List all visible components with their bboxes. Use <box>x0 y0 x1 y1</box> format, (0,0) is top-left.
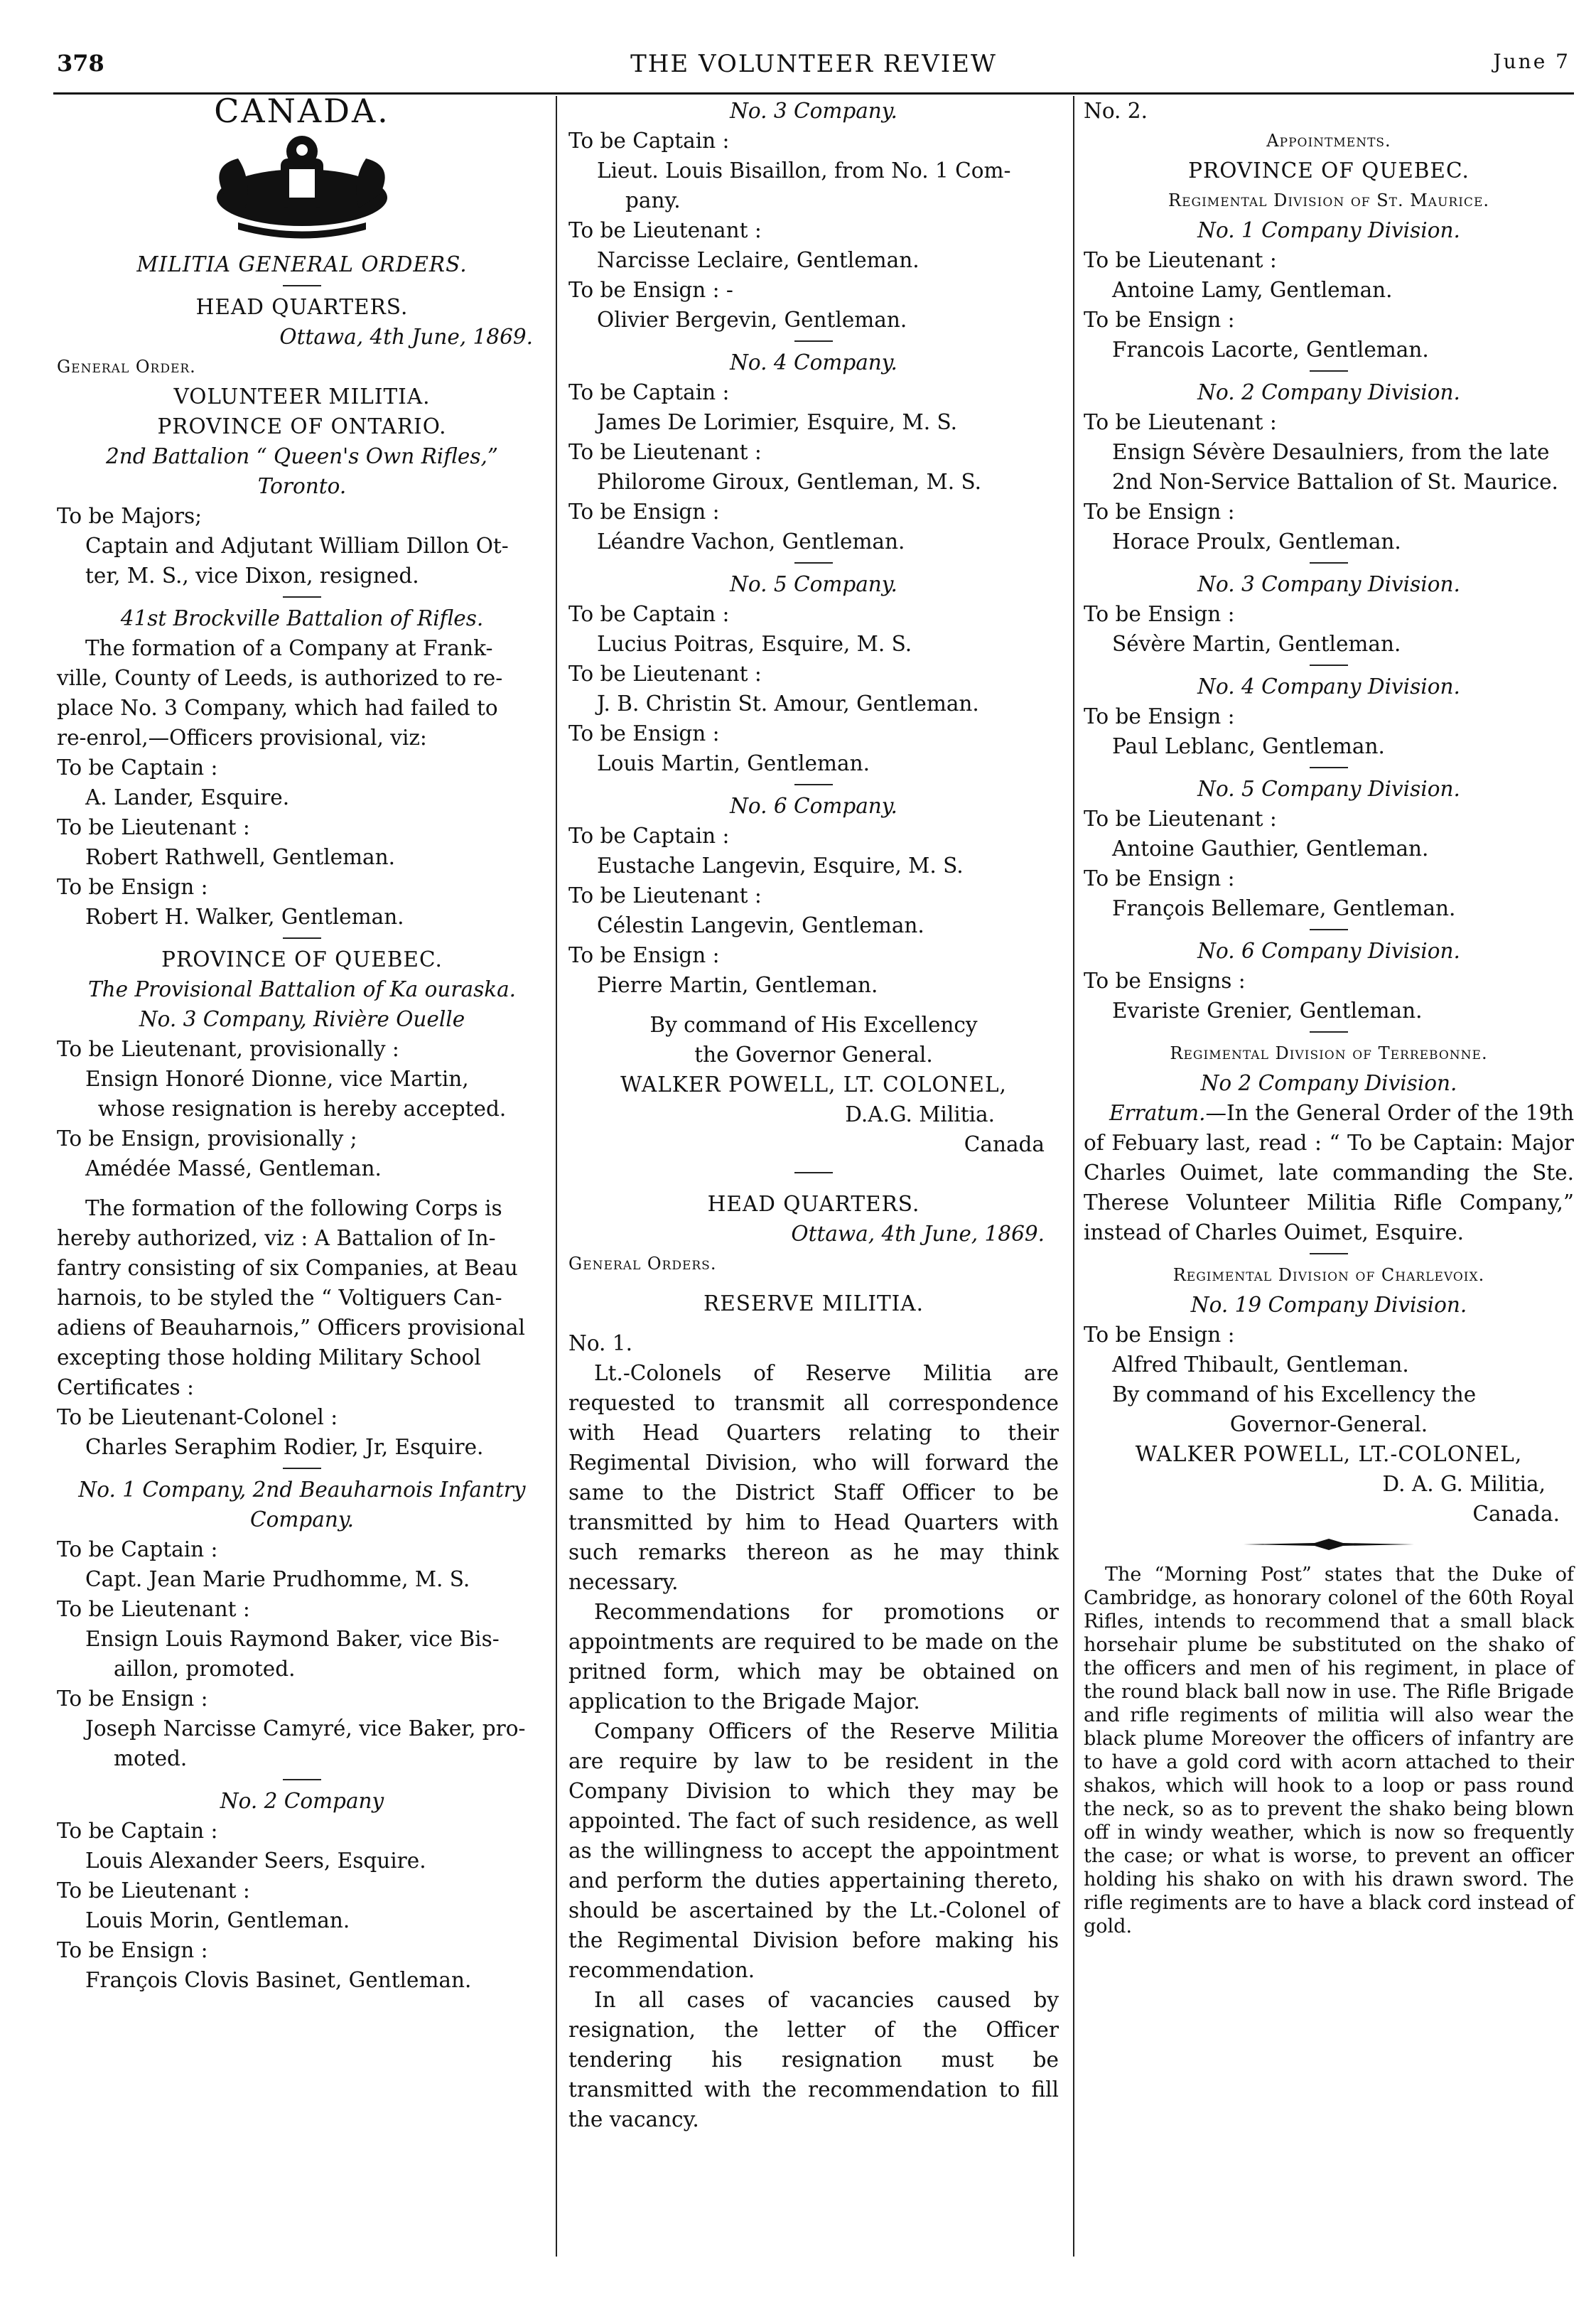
appointee: Pierre Martin, Gentleman. <box>597 973 878 997</box>
appointment-label: To be Lieutenant : <box>568 218 762 242</box>
erratum-paragraph <box>1084 1098 1574 1247</box>
appointment-label: To be Captain : <box>57 1819 218 1843</box>
divider <box>1310 929 1348 930</box>
appointment-label: To be Lieutenant : <box>57 1597 250 1621</box>
page-header <box>57 50 1570 92</box>
order-label: General Order. <box>57 357 196 377</box>
appointee: Narcisse Leclaire, Gentleman. <box>597 248 920 272</box>
appointment-label: To be Captain : <box>568 129 730 153</box>
appointee: Charles Seraphim Rodier, Jr, Esquire. <box>85 1435 484 1459</box>
company-heading: No. 1 Company, 2nd Beauharnois Infantry <box>78 1478 526 1502</box>
appointment-label: To be Captain : <box>57 1537 218 1561</box>
appointee: Paul Leblanc, Gentleman. <box>1112 734 1385 758</box>
division-heading: Regimental Division of St. Maurice. <box>1168 190 1489 210</box>
paragraph-line: The formation of the following Corps is <box>85 1196 502 1220</box>
appointee: Antoine Lamy, Gentleman. <box>1112 278 1393 302</box>
appointee: Léandre Vachon, Gentleman. <box>597 529 905 554</box>
battalion-heading: The Provisional Battalion of Ka ouraska. <box>87 977 517 1001</box>
signatory-title: Canada <box>964 1132 1045 1156</box>
paragraph-line: excepting those holding Military School <box>57 1345 481 1370</box>
divider <box>1310 767 1348 768</box>
appointee: A. Lander, Esquire. <box>85 785 290 810</box>
divider <box>283 285 321 286</box>
coat-of-arms-icon <box>195 130 409 244</box>
news-paragraph: The “Morning Post” states that the Duke of Cambridge, as honorary colonel of the 60th Royal Rifles, intends to recommend that a small black horsehair plume be substituted on the shako of the officers and men of his regiment, in place of the round black ball now in use. The Rifle Brigade and rifle regiments of militia will also wear the black plume Moreover the officers of infantry are to have a gold cord with acorn attached to their shakos, which will hook to a loop or pass round the neck, so as to prevent the shako being blown off in windy weather, which is now so frequently the case; or what is worse, to prevent an officer holding his shako on with his drawn sword. The rifle regiments are to have a black cord instead of gold. <box>1084 1564 1574 1937</box>
appointee: Captain and Adjutant William Dillon Ot- <box>85 534 509 558</box>
erratum-text: —In the General Order of the 19th of Febuary last, read : “ To be Captain: Major Charles Ouimet, late commanding the Ste. Therese Volunteer Militia Rifle Company,” instead of Charles Ouimet, Esquire. <box>1084 1101 1574 1244</box>
appointee: Lieut. Louis Bisaillon, from No. 1 Com- <box>597 158 1011 183</box>
signatory: WALKER POWELL, LT. COLONEL, <box>620 1072 1007 1097</box>
appointee: pany. <box>625 188 681 213</box>
erratum-label: Erratum. <box>1109 1101 1206 1125</box>
signature-line: Governor-General. <box>1229 1412 1428 1436</box>
column-right <box>1084 96 1574 1938</box>
appointee: aillon, promoted. <box>114 1657 296 1681</box>
divider <box>794 340 833 342</box>
signatory-title: D. A. G. Militia, <box>1382 1472 1546 1496</box>
page-number: 378 <box>57 50 104 77</box>
orders-title: MILITIA GENERAL ORDERS. <box>136 252 468 276</box>
divider <box>794 1172 833 1173</box>
company-heading: No 2 Company Division. <box>1200 1071 1457 1095</box>
appointee: Louis Alexander Seers, Esquire. <box>85 1849 426 1873</box>
appointment-label: To be Ensign : <box>568 500 720 524</box>
company-heading: No. 4 Company Division. <box>1197 674 1460 699</box>
signature-line: By command of his Excellency the <box>1112 1382 1477 1407</box>
heading: VOLUNTEER MILITIA. <box>173 384 431 409</box>
signature-line: the Governor General. <box>694 1043 933 1067</box>
appointment-label: To be Ensign : <box>1084 500 1235 524</box>
paragraph: Lt.-Colonels of Reserve Militia are requested to transmit all correspondence with Head Quarters relating to their Regimental Division, who will forward the same to the District Staff Officer to be transmitted by him to Head Quarters with such remarks thereon as he may think necessary. <box>568 1361 1059 1594</box>
paragraph-line: hereby authorized, viz : A Battalion of In- <box>57 1226 496 1250</box>
province-heading: PROVINCE OF QUEBEC. <box>161 947 443 972</box>
column-divider <box>1073 96 1074 2257</box>
divider <box>1310 665 1348 666</box>
heading: HEAD QUARTERS. <box>195 295 409 319</box>
appointee: 2nd Non-Service Battalion of St. Maurice. <box>1112 470 1558 494</box>
appointment-label: To be Ensigns : <box>1084 969 1246 993</box>
appointment-label: To be Ensign : <box>1084 602 1235 626</box>
order-number: No. 2. <box>1084 99 1148 123</box>
divider <box>794 784 833 785</box>
paragraph-line: fantry consisting of six Companies, at Beau <box>57 1256 518 1280</box>
order-label: General Orders. <box>568 1254 717 1274</box>
paragraph-line: ville, County of Leeds, is authorized to re- <box>57 666 503 690</box>
appointment-label: To be Ensign : <box>57 1938 208 1962</box>
company-heading: No. 2 Company <box>220 1789 384 1813</box>
appointment-label: To be Ensign : - <box>568 278 733 302</box>
appointee: Lucius Poitras, Esquire, M. S. <box>597 632 912 656</box>
appointee: Ensign Louis Raymond Baker, vice Bis- <box>85 1627 500 1651</box>
appointee: Philorome Giroux, Gentleman, M. S. <box>597 470 981 494</box>
appointment-label: To be Ensign : <box>568 721 720 746</box>
company-heading: No. 6 Company. <box>730 794 897 818</box>
company-heading: No. 6 Company Division. <box>1197 939 1460 963</box>
appointment-label: To be Captain : <box>568 602 730 626</box>
appointment-label: To be Lieutenant : <box>568 440 762 464</box>
province-heading: PROVINCE OF ONTARIO. <box>157 414 447 439</box>
column-divider <box>556 96 557 2257</box>
appointment-label: To be Majors; <box>57 504 203 528</box>
appointment-label: To be Ensign, provisionally ; <box>57 1126 357 1151</box>
appointee: whose resignation is hereby accepted. <box>97 1097 507 1121</box>
appointment-label: To be Lieutenant : <box>1084 248 1277 272</box>
appointee: Louis Martin, Gentleman. <box>597 751 870 775</box>
signatory: WALKER POWELL, LT.-COLONEL, <box>1135 1442 1523 1466</box>
dateline: Ottawa, 4th June, 1869. <box>279 325 533 349</box>
appointee: Robert H. Walker, Gentleman. <box>85 905 404 929</box>
signatory-title: Canada. <box>1472 1502 1560 1526</box>
paragraph-line: re-enrol,—Officers provisional, viz: <box>57 726 427 750</box>
column-left <box>57 92 547 1995</box>
company-heading: No. 1 Company Division. <box>1197 218 1460 242</box>
battalion-heading: 41st Brockville Battalion of Rifles. <box>120 606 484 630</box>
section-title: CANADA. <box>214 92 390 130</box>
appointment-label: To be Ensign : <box>1084 866 1235 891</box>
appointment-label: To be Lieutenant : <box>57 815 250 839</box>
divider <box>1310 1031 1348 1033</box>
paragraph-line: harnois, to be styled the “ Voltiguers Can- <box>57 1286 502 1310</box>
appointee: François Clovis Basinet, Gentleman. <box>85 1968 472 1992</box>
appointee: Capt. Jean Marie Prudhomme, M. S. <box>85 1567 470 1591</box>
divider <box>1310 1253 1348 1254</box>
appointment-label: To be Ensign : <box>57 875 208 899</box>
appointment-label: To be Ensign : <box>1084 1323 1235 1347</box>
masthead-title: THE VOLUNTEER REVIEW <box>630 50 997 78</box>
paragraph-line: Certificates : <box>57 1375 194 1399</box>
appointee: J. B. Christin St. Amour, Gentleman. <box>597 692 979 716</box>
appointment-label: To be Lieutenant : <box>1084 807 1277 831</box>
province-heading: PROVINCE OF QUEBEC. <box>1188 158 1470 183</box>
signature-line: By command of His Excellency <box>649 1013 978 1037</box>
appointment-label: To be Lieutenant : <box>568 883 762 908</box>
issue-date: June 7 <box>1493 50 1570 73</box>
heading: Appointments. <box>1266 131 1391 151</box>
appointee: François Bellemare, Gentleman. <box>1112 896 1456 920</box>
ornament-rule-icon <box>1244 1539 1414 1550</box>
divider <box>1310 370 1348 372</box>
appointee: Robert Rathwell, Gentleman. <box>85 845 396 869</box>
appointee: Joseph Narcisse Camyré, vice Baker, pro- <box>85 1716 526 1741</box>
appointment-label: To be Captain : <box>568 824 730 848</box>
paragraph: Company Officers of the Reserve Militia are require by law to be resident in the Company Division to which they may be appointed. The fact of such residence, as well as the willingness to accept the appointment and perform the duties appertaining thereto, should be ascertained by the Lt.-Colonel of the Regimental Division before making his recommendation. <box>568 1719 1059 1982</box>
dateline: Ottawa, 4th June, 1869. <box>791 1222 1045 1246</box>
company-heading: No. 3 Company, Rivière Ouelle <box>139 1007 465 1031</box>
company-heading: No. 5 Company. <box>730 572 897 596</box>
divider <box>283 1468 321 1469</box>
paragraph-line: adiens of Beauharnois,” Officers provisional <box>57 1316 525 1340</box>
appointee: Alfred Thibault, Gentleman. <box>1112 1353 1409 1377</box>
paragraph: In all cases of vacancies caused by resignation, the letter of the Officer tendering his resignation must be transmitted with the recommendation to fill the vacancy. <box>568 1988 1059 2131</box>
company-heading: No. 4 Company. <box>730 350 897 375</box>
appointee: Horace Proulx, Gentleman. <box>1112 529 1401 554</box>
appointment-label: To be Ensign : <box>1084 308 1235 332</box>
paragraph: Recommendations for promotions or appointments are required to be made on the pritned form, which may be obtained on application to the Brigade Major. <box>568 1600 1059 1714</box>
location: Toronto. <box>257 474 347 498</box>
division-heading: Regimental Division of Terrebonne. <box>1170 1043 1488 1063</box>
appointment-label: To be Lieutenant-Colonel : <box>57 1405 338 1429</box>
division-heading: Regimental Division of Charlevoix. <box>1172 1265 1485 1285</box>
appointment-label: To be Lieutenant, provisionally : <box>57 1037 399 1061</box>
company-heading: No. 5 Company Division. <box>1197 777 1460 801</box>
appointee: ter, M. S., vice Dixon, resigned. <box>85 564 419 588</box>
appointee: Ensign Honoré Dionne, vice Martin, <box>85 1067 469 1091</box>
paragraph-line: place No. 3 Company, which had failed to <box>57 696 498 720</box>
divider <box>283 596 321 598</box>
battalion-heading: 2nd Battalion “ Queen's Own Rifles,” <box>106 444 498 468</box>
appointee: Célestin Langevin, Gentleman. <box>597 913 924 937</box>
signatory-title: D.A.G. Militia. <box>845 1102 995 1126</box>
appointee: Olivier Bergevin, Gentleman. <box>597 308 907 332</box>
appointee: Louis Morin, Gentleman. <box>85 1908 350 1932</box>
paragraph-line: The formation of a Company at Frank- <box>85 636 493 660</box>
appointment-label: To be Ensign : <box>1084 704 1235 728</box>
company-heading: No. 3 Company Division. <box>1197 572 1460 596</box>
appointment-label: To be Captain : <box>568 380 730 404</box>
appointee: Francois Lacorte, Gentleman. <box>1112 338 1429 362</box>
appointee: moted. <box>114 1746 188 1770</box>
divider <box>283 1779 321 1780</box>
appointee: Amédée Massé, Gentleman. <box>85 1156 382 1181</box>
appointment-label: To be Lieutenant : <box>57 1878 250 1903</box>
appointee: Antoine Gauthier, Gentleman. <box>1112 837 1429 861</box>
appointment-label: To be Lieutenant : <box>1084 410 1277 434</box>
heading: HEAD QUARTERS. <box>707 1192 920 1216</box>
divider <box>794 562 833 564</box>
appointee: Eustache Langevin, Esquire, M. S. <box>597 854 964 878</box>
appointee: Ensign Sévère Desaulniers, from the late <box>1112 440 1550 464</box>
appointment-label: To be Ensign : <box>57 1687 208 1711</box>
appointee: Sévère Martin, Gentleman. <box>1112 632 1401 656</box>
company-heading: No. 2 Company Division. <box>1197 380 1460 404</box>
company-heading: No. 3 Company. <box>730 99 897 123</box>
company-heading: Company. <box>250 1507 354 1532</box>
divider <box>1310 562 1348 564</box>
divider <box>283 937 321 939</box>
appointment-label: To be Ensign : <box>568 943 720 967</box>
appointment-label: To be Lieutenant : <box>568 662 762 686</box>
appointment-label: To be Captain : <box>57 755 218 780</box>
order-number: No. 1. <box>568 1331 632 1355</box>
appointee: James De Lorimier, Esquire, M. S. <box>597 410 958 434</box>
company-heading: No. 19 Company Division. <box>1190 1293 1467 1317</box>
appointee: Evariste Grenier, Gentleman. <box>1112 999 1423 1023</box>
heading: RESERVE MILITIA. <box>703 1291 924 1316</box>
column-middle <box>568 96 1059 2134</box>
